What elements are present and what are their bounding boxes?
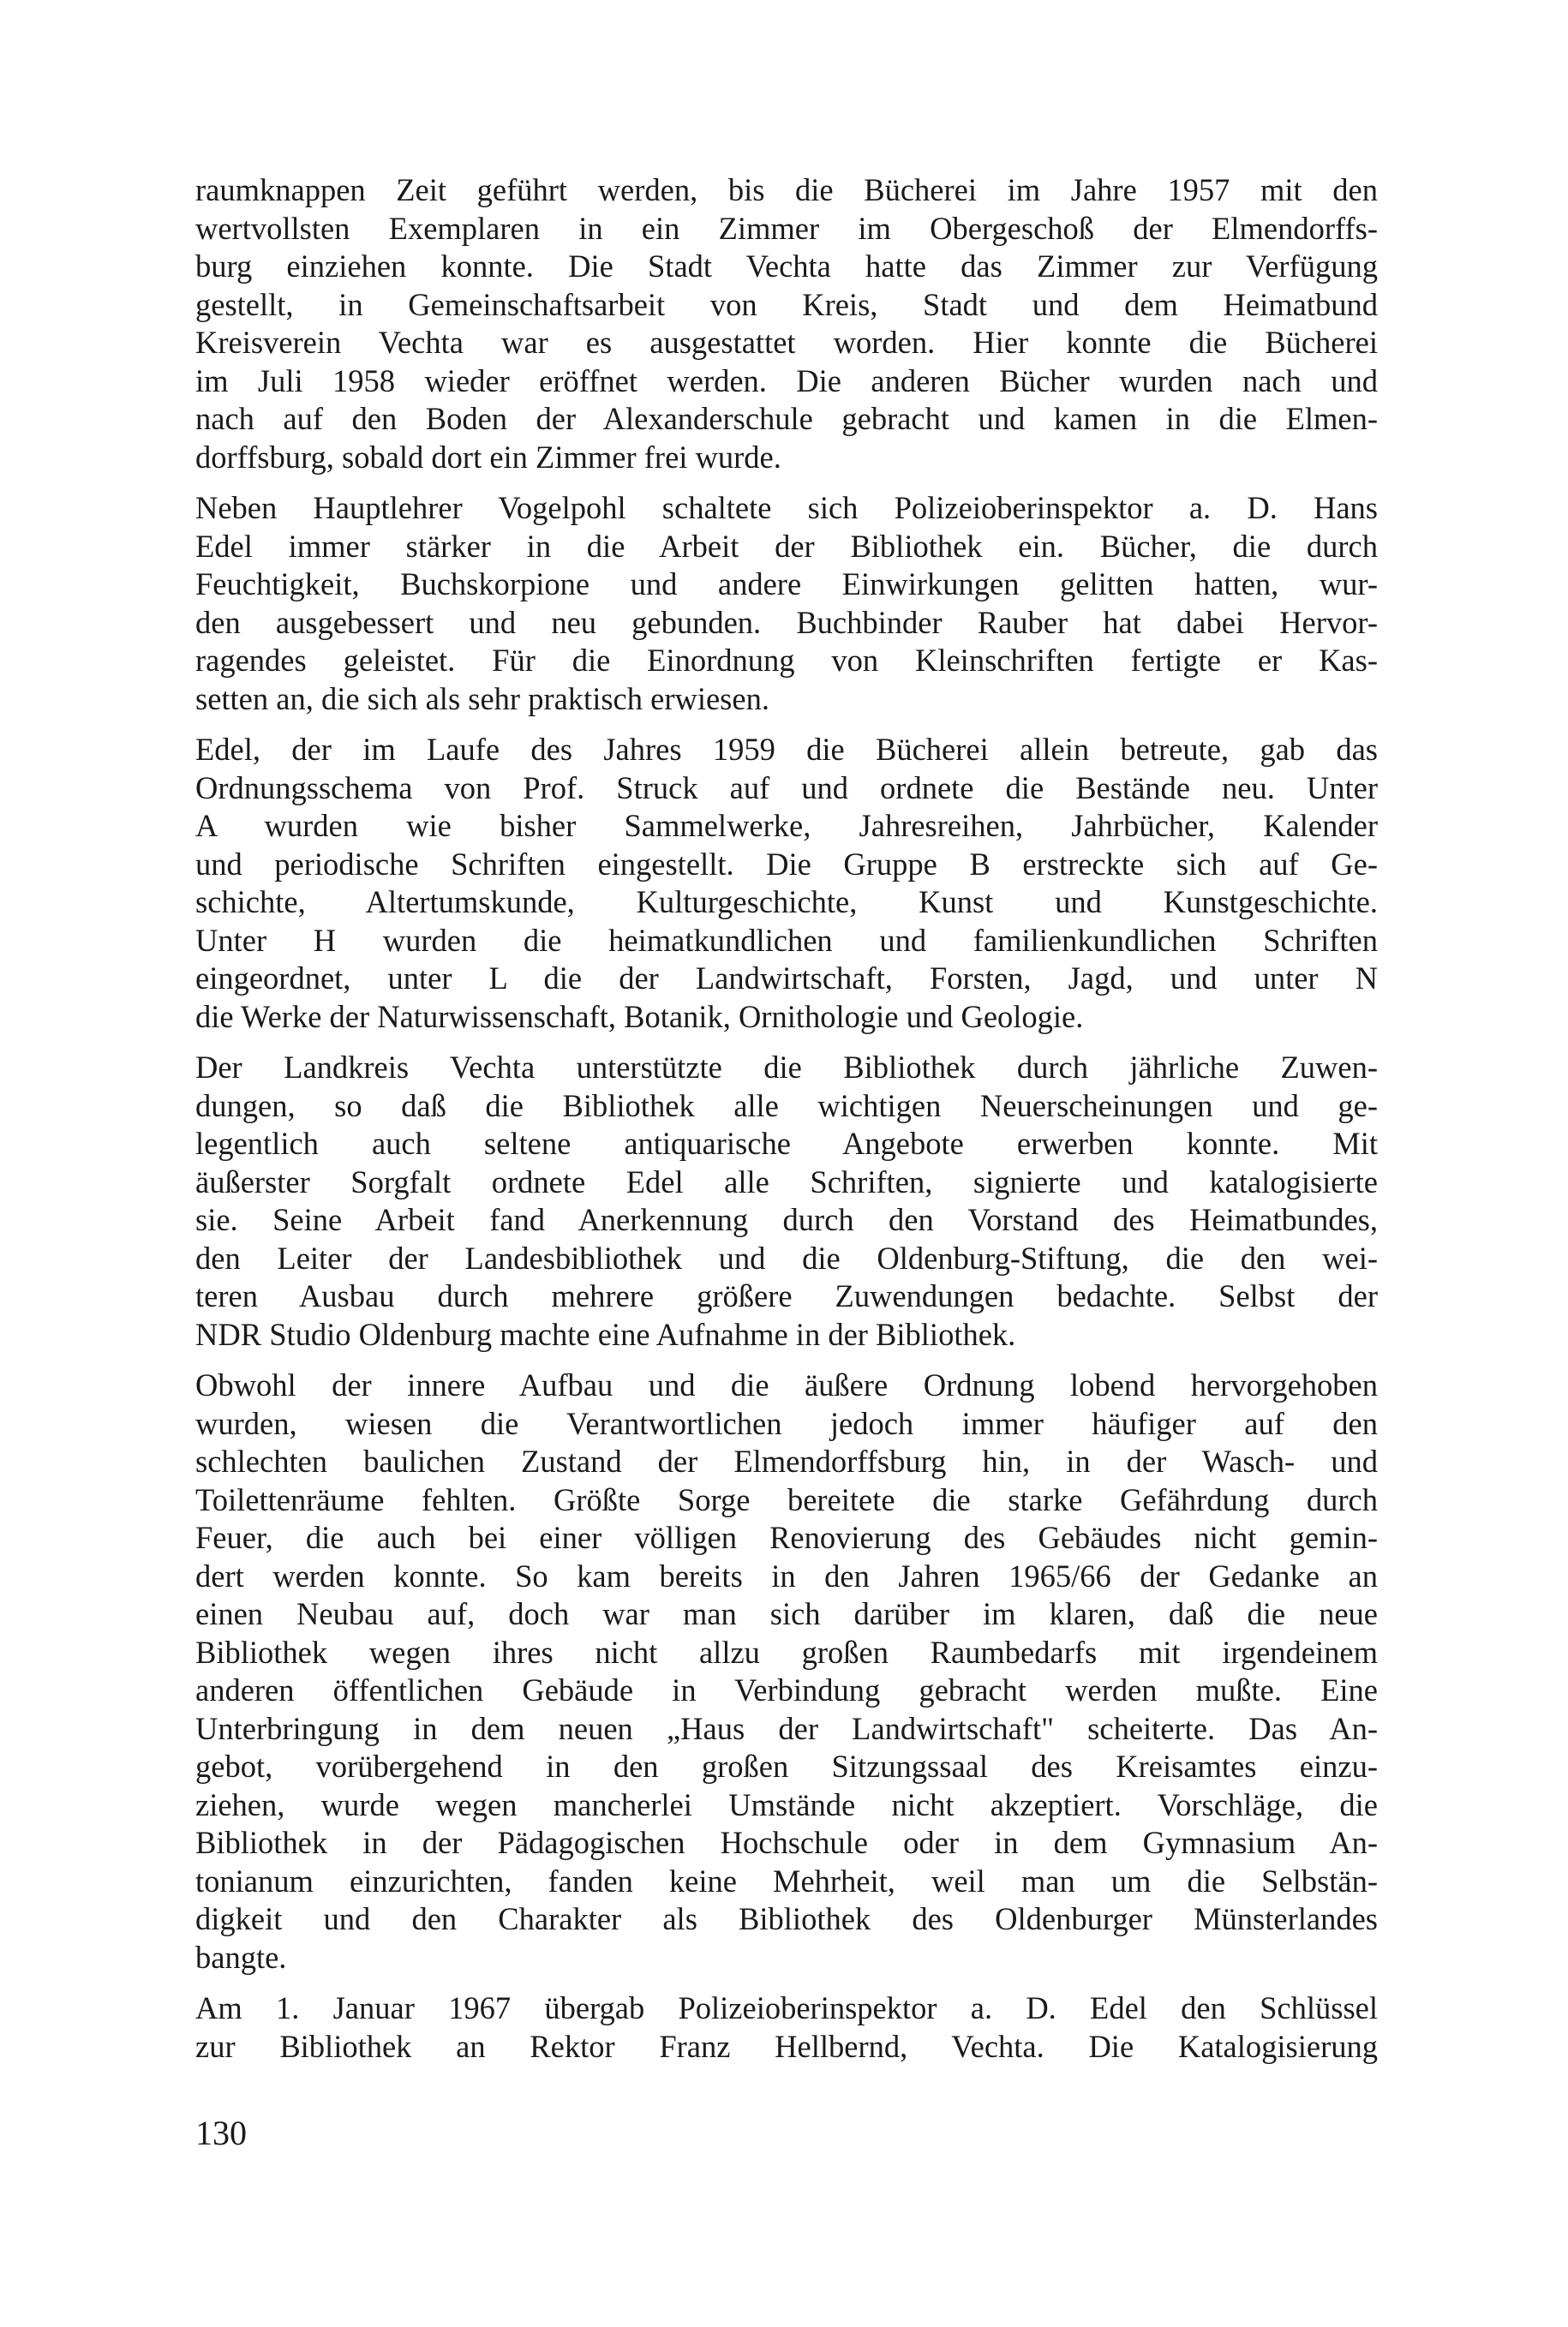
text-line: wurden, wiesen die Verantwortlichen jedoch immer häufiger auf den bbox=[195, 1405, 1378, 1441]
text-line: Bibliothek wegen ihres nicht allzu großen Raumbedarfs mit irgendeinem bbox=[195, 1634, 1378, 1670]
text-line: setten an, die sich als sehr praktisch erwiesen. bbox=[195, 680, 769, 716]
text-line: Obwohl der innere Aufbau und die äußere Ordnung lobend hervorgehoben bbox=[195, 1367, 1378, 1403]
paragraph bbox=[195, 1049, 1378, 1354]
text-line: den ausgebessert und neu gebunden. Buchbinder Rauber hat dabei Hervor- bbox=[195, 604, 1378, 640]
text-line: legentlich auch seltene antiquarische Angebote erwerben konnte. Mit bbox=[195, 1126, 1378, 1161]
text-line: im Juli 1958 wieder eröffnet werden. Die anderen Bücher wurden nach und bbox=[195, 362, 1378, 398]
text-line: Edel, der im Laufe des Jahres 1959 die Bücherei allein betreute, gab das bbox=[195, 732, 1378, 767]
text-line: Unter H wurden die heimatkundlichen und familienkundlichen Schriften bbox=[195, 922, 1378, 958]
text-line: schichte, Altertumskunde, Kulturgeschichte, Kunst und Kunstgeschichte. bbox=[195, 884, 1378, 919]
text-line: Toilettenräume fehlten. Größte Sorge bereitete die starke Gefährdung durch bbox=[195, 1481, 1378, 1517]
text-line: dert werden konnte. So kam bereits in den Jahren 1965/66 der Gedanke an bbox=[195, 1558, 1378, 1594]
text-line: digkeit und den Charakter als Bibliothek des Oldenburger Münsterlandes bbox=[195, 1901, 1378, 1936]
text-line: Bibliothek in der Pädagogischen Hochschule oder in dem Gymnasium An- bbox=[195, 1825, 1378, 1860]
paragraph bbox=[195, 171, 1378, 476]
text-line: wertvollsten Exemplaren in ein Zimmer im Obergeschoß der Elmendorffs- bbox=[195, 210, 1378, 246]
text-line: Der Landkreis Vechta unterstützte die Bibliothek durch jährliche Zuwen- bbox=[195, 1050, 1378, 1085]
text-line: gestellt, in Gemeinschaftsarbeit von Kreis, Stadt und dem Heimatbund bbox=[195, 286, 1378, 322]
text-line: Unterbringung in dem neuen „Haus der Landwirtschaft" scheiterte. Das An- bbox=[195, 1710, 1378, 1746]
text-line: Feuer, die auch bei einer völligen Renovierung des Gebäudes nicht gemin- bbox=[195, 1520, 1378, 1555]
text-line: Neben Hauptlehrer Vogelpohl schaltete sich Polizeioberinspektor a. D. Hans bbox=[195, 490, 1378, 525]
paragraph bbox=[195, 489, 1378, 718]
text-line: den Leiter der Landesbibliothek und die Oldenburg-Stiftung, die den wei- bbox=[195, 1240, 1378, 1276]
text-line: bangte. bbox=[195, 1939, 287, 1975]
paragraph bbox=[195, 1367, 1378, 1977]
text-line: dorffsburg, sobald dort ein Zimmer frei wurde. bbox=[195, 439, 781, 475]
text-line: Feuchtigkeit, Buchskorpione und andere Einwirkungen gelitten hatten, wur- bbox=[195, 566, 1378, 601]
text-line: gebot, vorübergehend in den großen Sitzungssaal des Kreisamtes einzu- bbox=[195, 1749, 1378, 1784]
text-line: und periodische Schriften eingestellt. Die Gruppe B erstreckte sich auf Ge- bbox=[195, 846, 1378, 882]
text-line: einen Neubau auf, doch war man sich darüber im klaren, daß die neue bbox=[195, 1596, 1378, 1631]
text-line: anderen öffentlichen Gebäude in Verbindung gebracht werden mußte. Eine bbox=[195, 1672, 1378, 1708]
text-line: Ordnungsschema von Prof. Struck auf und ordnete die Bestände neu. Unter bbox=[195, 769, 1378, 805]
text-line: teren Ausbau durch mehrere größere Zuwendungen bedachte. Selbst der bbox=[195, 1278, 1378, 1313]
text-line: tonianum einzurichten, fanden keine Mehrheit, weil man um die Selbstän- bbox=[195, 1863, 1378, 1899]
text-line: Edel immer stärker in die Arbeit der Bibliothek ein. Bücher, die durch bbox=[195, 528, 1378, 564]
text-line: zur Bibliothek an Rektor Franz Hellbernd, Vechta. Die Katalogisierung bbox=[195, 2028, 1378, 2064]
body-text bbox=[195, 171, 1378, 2079]
paragraph bbox=[195, 731, 1378, 1036]
text-line: nach auf den Boden der Alexanderschule gebracht und kamen in die Elmen- bbox=[195, 401, 1378, 436]
text-line: die Werke der Naturwissenschaft, Botanik, Ornithologie und Geologie. bbox=[195, 998, 1084, 1034]
page-number: 130 bbox=[195, 2114, 247, 2152]
text-line: dungen, so daß die Bibliothek alle wichtigen Neuerscheinungen und ge- bbox=[195, 1087, 1378, 1123]
text-line: burg einziehen konnte. Die Stadt Vechta hatte das Zimmer zur Verfügung bbox=[195, 248, 1378, 284]
text-line: Am 1. Januar 1967 übergab Polizeioberinspektor a. D. Edel den Schlüssel bbox=[195, 1990, 1378, 2025]
text-line: ragendes geleistet. Für die Einordnung von Kleinschriften fertigte er Kas- bbox=[195, 643, 1378, 678]
paragraph bbox=[195, 1989, 1378, 2066]
text-line: sie. Seine Arbeit fand Anerkennung durch den Vorstand des Heimatbundes, bbox=[195, 1202, 1378, 1237]
text-line: ziehen, wurde wegen mancherlei Umstände nicht akzeptiert. Vorschläge, die bbox=[195, 1786, 1378, 1822]
text-line: raumknappen Zeit geführt werden, bis die Bücherei im Jahre 1957 mit den bbox=[195, 172, 1378, 207]
text-line: eingeordnet, unter L die der Landwirtschaft, Forsten, Jagd, und unter N bbox=[195, 960, 1378, 996]
text-line: A wurden wie bisher Sammelwerke, Jahresreihen, Jahrbücher, Kalender bbox=[195, 808, 1378, 843]
text-line: Kreisverein Vechta war es ausgestattet worden. Hier konnte die Bücherei bbox=[195, 325, 1378, 360]
text-line: schlechten baulichen Zustand der Elmendorffsburg hin, in der Wasch- und bbox=[195, 1444, 1378, 1479]
text-line: NDR Studio Oldenburg machte eine Aufnahme in der Bibliothek. bbox=[195, 1316, 1016, 1352]
text-line: äußerster Sorgfalt ordnete Edel alle Schriften, signierte und katalogisierte bbox=[195, 1164, 1378, 1199]
